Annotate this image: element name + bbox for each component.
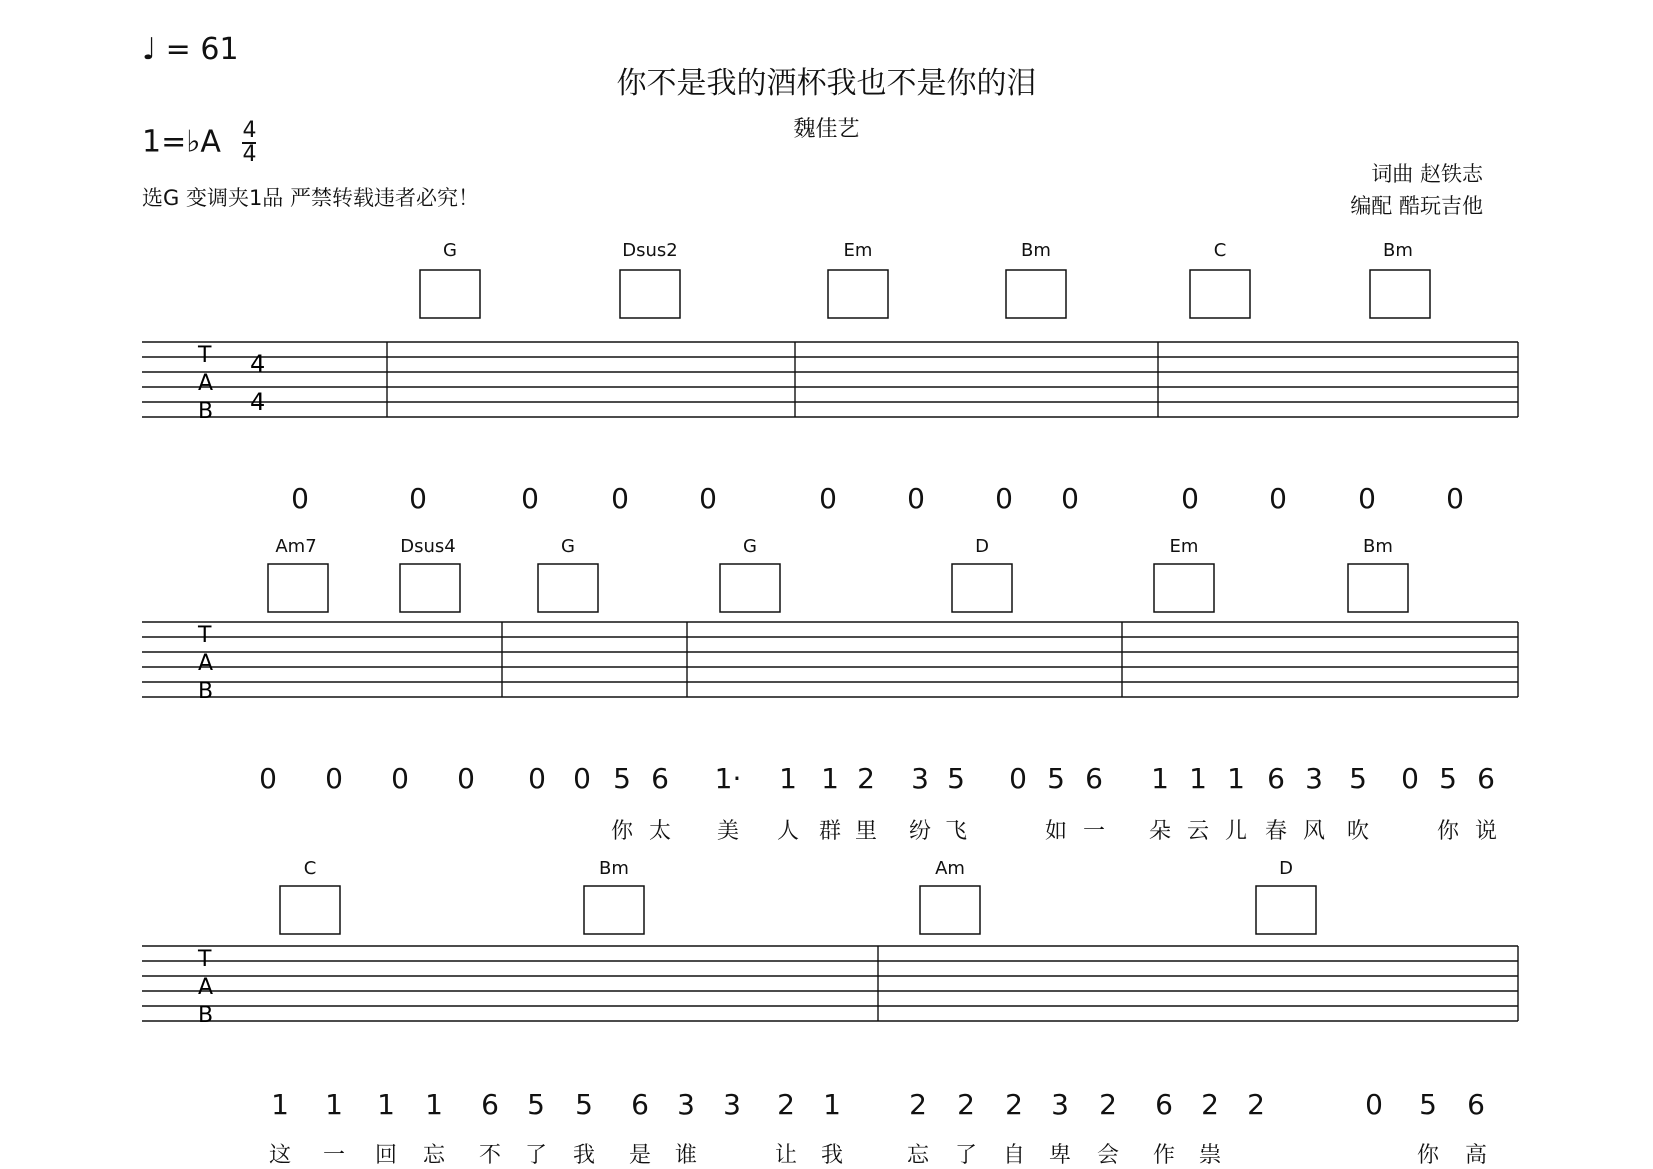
jianpu-note: 6 (631, 1088, 649, 1121)
jianpu-note: 0 (521, 482, 539, 515)
tab-t: T (198, 343, 212, 368)
jianpu-note: 2 (1099, 1088, 1117, 1121)
jianpu-note: 0 (819, 482, 837, 515)
chord-name: Am (935, 858, 965, 879)
lyric-char: 春 (1264, 819, 1287, 844)
jianpu-note: 1 (1227, 762, 1245, 795)
song-title: 你不是我的酒杯我也不是你的泪 (616, 66, 1037, 101)
jianpu-note: 3 (911, 762, 929, 795)
jianpu-note: 0 (573, 762, 591, 795)
tab-b: B (198, 399, 214, 424)
svg-text:A: A (198, 975, 214, 1000)
svg-text:B: B (198, 679, 214, 704)
jianpu-note: 2 (857, 762, 875, 795)
jianpu-note: 5 (1047, 762, 1065, 795)
lyric-char: 不 (478, 1143, 501, 1168)
lyric-char: 谁 (674, 1143, 697, 1168)
time-signature: $\frac{4}{4}$ (242, 118, 257, 167)
lyric-char: 吹 (1346, 819, 1369, 844)
jianpu-note: 0 (1009, 762, 1027, 795)
chord-name: Dsus4 (400, 536, 456, 557)
key-label: 1=♭A (142, 124, 221, 160)
lyric-char: 忘 (422, 1143, 445, 1168)
jianpu-note: 6 (481, 1088, 499, 1121)
jianpu-note: 1 (1189, 762, 1207, 795)
jianpu-note: 5 (947, 762, 965, 795)
tempo-marking: ♩ = 61 (142, 32, 239, 67)
capo-note: 选G 变调夹1品 严禁转载违者必究！ (142, 186, 479, 210)
jianpu-note: 0 (528, 762, 546, 795)
svg-text:A: A (198, 651, 214, 676)
jianpu-note: 5 (575, 1088, 593, 1121)
lyric-char: 朵 (1148, 819, 1171, 844)
lyric-char: 是 (628, 1143, 651, 1168)
chord-name: C (1213, 240, 1227, 261)
chord-name: D (975, 536, 989, 557)
jianpu-note: 5 (1439, 762, 1457, 795)
jianpu-note: 1 (1151, 762, 1169, 795)
lyric-char: 飞 (944, 819, 967, 844)
chord-name: Em (1169, 536, 1199, 557)
jianpu-note: 5 (613, 762, 631, 795)
jianpu-note: 0 (291, 482, 309, 515)
lyric-char: 祟 (1198, 1143, 1221, 1168)
svg-text:T: T (198, 947, 212, 972)
jianpu-note: 1 (325, 1088, 343, 1121)
lyric-char: 了 (954, 1143, 977, 1168)
chord-name: G (561, 536, 575, 557)
lyric-char: 我 (820, 1143, 843, 1168)
jianpu-note: 6 (651, 762, 669, 795)
jianpu-note: 5 (1349, 762, 1367, 795)
lyric-char: 一 (322, 1143, 345, 1168)
chord-name: C (303, 858, 317, 879)
jianpu-note: 1 (271, 1088, 289, 1121)
jianpu-note: 5 (527, 1088, 545, 1121)
lyric-char: 你 (1416, 1143, 1439, 1168)
jianpu-note: 3 (677, 1088, 695, 1121)
jianpu-note: 6 (1477, 762, 1495, 795)
jianpu-note: 0 (995, 482, 1013, 515)
credit-arrangement: 编配 酷玩吉他 (1350, 194, 1483, 218)
jianpu-note: 0 (699, 482, 717, 515)
jianpu-note: 2 (957, 1088, 975, 1121)
lyric-char: 了 (524, 1143, 547, 1168)
chord-name: Bm (1021, 240, 1051, 261)
lyric-char: 纷 (908, 819, 931, 844)
jianpu-note: 1 (377, 1088, 395, 1121)
jianpu-note: 1 (425, 1088, 443, 1121)
credit-lyrics: 词曲 赵铁志 (1371, 162, 1483, 186)
chord-name: G (743, 536, 757, 557)
lyric-char: 作 (1152, 1143, 1175, 1168)
jianpu-note: 0 (409, 482, 427, 515)
jianpu-note: 1 (779, 762, 797, 795)
jianpu-note: 2 (1201, 1088, 1219, 1121)
jianpu-note: 2 (1247, 1088, 1265, 1121)
chord-name: Bm (1383, 240, 1413, 261)
lyric-char: 让 (774, 1143, 797, 1168)
jianpu-note: 6 (1085, 762, 1103, 795)
jianpu-note: 2 (777, 1088, 795, 1121)
lyric-char: 一 (1082, 819, 1105, 844)
lyric-char: 如 (1044, 819, 1067, 844)
svg-text:4: 4 (250, 350, 266, 378)
jianpu-note: 3 (1305, 762, 1323, 795)
lyric-char: 卑 (1048, 1143, 1071, 1168)
lyric-char: 儿 (1224, 819, 1247, 844)
tab-a: A (198, 371, 214, 396)
artist-name: 魏佳艺 (793, 117, 860, 142)
jianpu-note: 3 (723, 1088, 741, 1121)
chord-name: Bm (599, 858, 629, 879)
jianpu-note: 0 (1181, 482, 1199, 515)
lyric-char: 你 (1436, 819, 1459, 844)
lyric-char: 美 (716, 819, 739, 844)
jianpu-note: 0 (611, 482, 629, 515)
lyric-char: 风 (1302, 819, 1325, 844)
lyric-char: 群 (818, 819, 841, 844)
lyric-char: 忘 (906, 1143, 929, 1168)
lyric-char: 说 (1474, 819, 1497, 844)
jianpu-note: 1· (714, 762, 742, 795)
jianpu-note: 2 (1005, 1088, 1023, 1121)
lyric-char: 太 (648, 819, 671, 844)
lyric-char: 会 (1096, 1143, 1119, 1168)
lyric-char: 人 (776, 819, 799, 844)
chord-name: G (443, 240, 457, 261)
jianpu-note: 0 (325, 762, 343, 795)
svg-text:4: 4 (250, 388, 266, 416)
jianpu-note: 0 (1446, 482, 1464, 515)
jianpu-note: 3 (1051, 1088, 1069, 1121)
jianpu-note: 0 (457, 762, 475, 795)
jianpu-note: 0 (1401, 762, 1419, 795)
jianpu-note: 0 (1358, 482, 1376, 515)
jianpu-note: 1 (821, 762, 839, 795)
jianpu-note: 6 (1155, 1088, 1173, 1121)
lyric-char: 回 (374, 1143, 397, 1168)
chord-name: Em (843, 240, 873, 261)
jianpu-note: 0 (907, 482, 925, 515)
jianpu-note: 0 (391, 762, 409, 795)
lyric-char: 你 (610, 819, 633, 844)
jianpu-note: 1 (823, 1088, 841, 1121)
svg-text:T: T (198, 623, 212, 648)
lyric-char: 高 (1464, 1143, 1487, 1168)
chord-name: Am7 (275, 536, 317, 557)
lyric-char: 自 (1002, 1143, 1025, 1168)
jianpu-note: 0 (1365, 1088, 1383, 1121)
jianpu-note: 0 (1269, 482, 1287, 515)
jianpu-note: 6 (1467, 1088, 1485, 1121)
lyric-char: 云 (1186, 819, 1209, 844)
lyric-char: 里 (854, 819, 877, 844)
lyric-char: 这 (268, 1143, 291, 1168)
jianpu-note: 5 (1419, 1088, 1437, 1121)
svg-text:B: B (198, 1003, 214, 1028)
jianpu-note: 6 (1267, 762, 1285, 795)
chord-name: Bm (1363, 536, 1393, 557)
jianpu-note: 2 (909, 1088, 927, 1121)
chord-name: D (1279, 858, 1293, 879)
chord-name: Dsus2 (622, 240, 678, 261)
jianpu-note: 0 (259, 762, 277, 795)
jianpu-note: 0 (1061, 482, 1079, 515)
lyric-char: 我 (572, 1143, 595, 1168)
